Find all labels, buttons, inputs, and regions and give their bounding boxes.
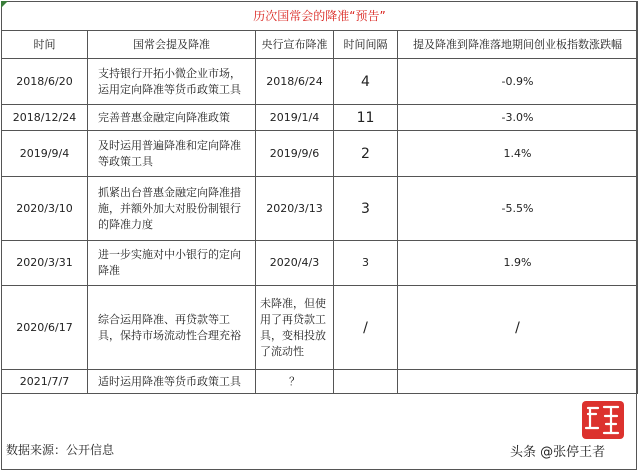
row-announce: 未降准，但使用了再贷款工具，变相投放了流动性 — [256, 286, 334, 370]
row-date: 2018/6/20 — [2, 59, 88, 105]
header-announce: 央行宣布降准 — [256, 31, 334, 59]
table-title: 历次国常会的降准“预告” — [2, 2, 638, 31]
row-announce: ？ — [256, 370, 334, 394]
row-announce: 2018/6/24 — [256, 59, 334, 105]
row-gap: 11 — [334, 105, 398, 131]
row-change: / — [398, 286, 638, 370]
row-date: 2020/3/31 — [2, 241, 88, 286]
row-announce: 2020/3/13 — [256, 177, 334, 241]
row-change — [398, 370, 638, 394]
corner-marker-icon — [1, 1, 8, 8]
header-measure: 国常会提及降准 — [88, 31, 256, 59]
row-gap: 4 — [334, 59, 398, 105]
row-change: -0.9% — [398, 59, 638, 105]
row-announce: 2019/9/6 — [256, 131, 334, 177]
row-change: -3.0% — [398, 105, 638, 131]
row-measure: 抓紧出台普惠金融定向降准措施，并额外加大对股份制银行的降准力度 — [88, 177, 256, 241]
data-source-note: 数据来源：公开信息 — [6, 443, 115, 457]
row-gap: 3 — [334, 241, 398, 286]
table-row — [2, 241, 638, 286]
table-row — [2, 370, 638, 394]
row-date: 2018/12/24 — [2, 105, 88, 131]
row-date: 2019/9/4 — [2, 131, 88, 177]
row-measure: 进一步实施对中小银行的定向降准 — [88, 241, 256, 286]
data-table — [1, 1, 638, 394]
row-date: 2020/6/17 — [2, 286, 88, 370]
row-measure: 综合运用降准、再贷款等工具，保持市场流动性合理充裕 — [88, 286, 256, 370]
table-row — [2, 105, 638, 131]
row-gap: 2 — [334, 131, 398, 177]
row-measure: 完善普惠金融定向降准政策 — [88, 105, 256, 131]
row-announce: 2019/1/4 — [256, 105, 334, 131]
table-row — [2, 286, 638, 370]
row-date: 2021/7/7 — [2, 370, 88, 394]
header-date: 时间 — [2, 31, 88, 59]
header-row — [2, 31, 638, 59]
source-watermark: 头条 @张停王者 — [510, 445, 606, 460]
row-gap — [334, 370, 398, 394]
row-change: -5.5% — [398, 177, 638, 241]
row-gap: 3 — [334, 177, 398, 241]
row-change: 1.4% — [398, 131, 638, 177]
row-measure: 适时运用降准等货币政策工具 — [88, 370, 256, 394]
header-gap: 时间间隔 — [334, 31, 398, 59]
row-announce: 2020/4/3 — [256, 241, 334, 286]
red-seal-icon — [580, 398, 626, 442]
row-date: 2020/3/10 — [2, 177, 88, 241]
table-row — [2, 59, 638, 105]
row-change: 1.9% — [398, 241, 638, 286]
table-row — [2, 131, 638, 177]
row-gap: / — [334, 286, 398, 370]
row-measure: 支持银行开拓小微企业市场，运用定向降准等货币政策工具 — [88, 59, 256, 105]
header-change: 提及降准到降准落地期间创业板指数涨跌幅 — [398, 31, 638, 59]
row-measure: 及时运用普遍降准和定向降准等政策工具 — [88, 131, 256, 177]
table-row — [2, 177, 638, 241]
